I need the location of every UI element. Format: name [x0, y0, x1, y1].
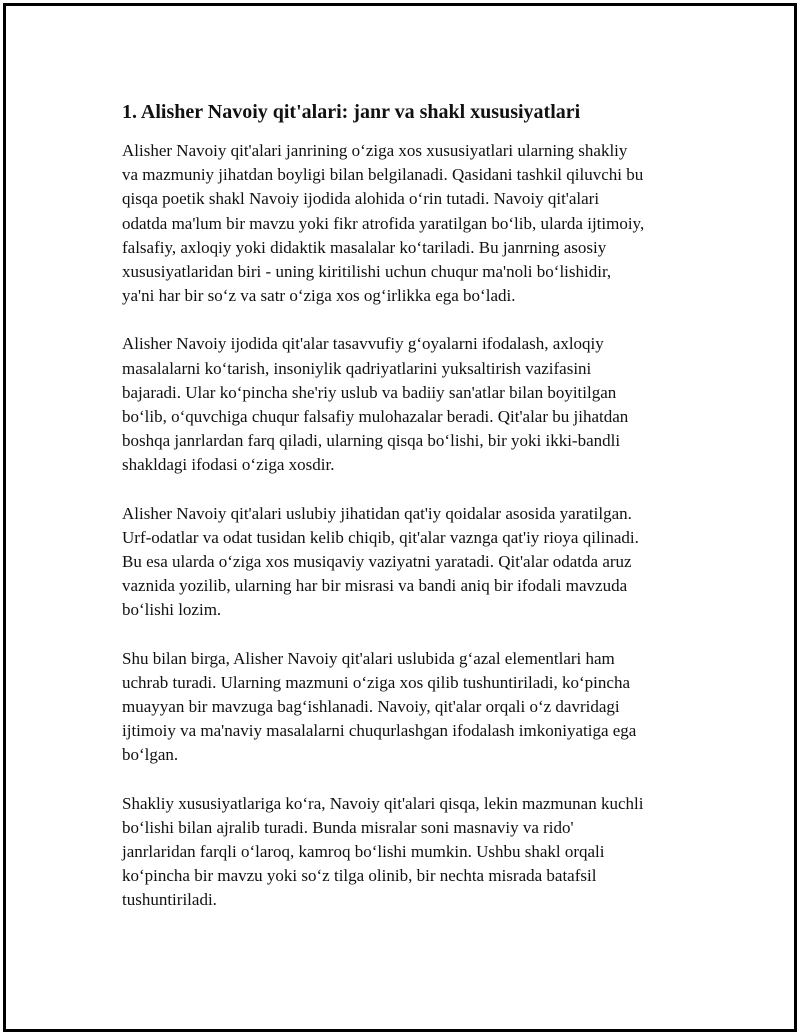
paragraph-line: bo‘lgan. [122, 745, 179, 765]
paragraph-2 [122, 332, 710, 477]
paragraph-line: Alisher Navoiy qit'alari uslubiy jihatidan qat'iy qoidalar asosida yaratilgan. [122, 503, 632, 523]
paragraph-line: qisqa poetik shakl Navoiy ijodida alohida o‘rin tutadi. Navoiy qit'alari [122, 189, 600, 209]
paragraph-line: boshqa janrlardan farq qiladi, ularning qisqa bo‘lishi, bir yoki ikki-bandli [122, 431, 621, 451]
paragraph-line: Shu bilan birga, Alisher Navoiy qit'alari uslubida g‘azal elementlari ham [122, 648, 615, 668]
paragraph-line: shakldagi ifodasi o‘ziga xosdir. [122, 455, 335, 475]
paragraph-line: Bu esa ularda o‘ziga xos musiqaviy vaziyatni yaratadi. Qit'alar odatda aruz [122, 552, 632, 572]
paragraph-line: ijtimoiy va ma'naviy masalalarni chuqurlashgan ifodalash imkoniyatiga ega [122, 721, 637, 741]
paragraph-line: Urf-odatlar va odat tusidan kelib chiqib, qit'alar vaznga qat'iy rioya qilinadi. [122, 527, 639, 547]
paragraph-line: Shakliy xususiyatlariga ko‘ra, Navoiy qit'alari qisqa, lekin mazmunan kuchli [122, 793, 644, 813]
paragraph-line: Alisher Navoiy qit'alari janrining o‘ziga xos xususiyatlari ularning shakliy [122, 141, 628, 160]
paragraph-line: bo‘lishi bilan ajralib turadi. Bunda misralar soni masnaviy va rido' [122, 817, 574, 837]
paragraph-4 [122, 647, 710, 768]
paragraph-5 [122, 792, 710, 913]
paragraph-3 [122, 502, 710, 623]
paragraph-line: odatda ma'lum bir mavzu yoki fikr atrofida yaratilgan bo‘lib, ularda ijtimoiy, [122, 213, 645, 233]
paragraph-line: masalalarni ko‘tarish, insoniylik qadriyatlarini yuksaltirish vazifasini [122, 358, 592, 378]
document-body [120, 98, 710, 937]
paragraph-line: ko‘pincha bir mavzu yoki so‘z tilga olinib, bir nechta misrada batafsil [122, 866, 597, 886]
paragraph-line: falsafiy, axloqiy yoki didaktik masalalar ko‘tariladi. Bu janrning asosiy [122, 237, 607, 257]
page-title: 1. Alisher Navoiy qit'alari: janr va shakl xususiyatlari [122, 101, 581, 123]
paragraph-line: bo‘lib, o‘quvchiga chuqur falsafiy mulohazalar beradi. Qit'alar bu jihatdan [122, 407, 629, 427]
paragraph-line: va mazmuniy jihatdan boyligi bilan belgilanadi. Qasidani tashkil qiluvchi bu [122, 165, 644, 185]
paragraph-1 [122, 139, 710, 308]
page-frame [3, 3, 797, 1032]
paragraph-line: bo‘lishi lozim. [122, 600, 222, 620]
paragraph-line: xususiyatlaridan biri - uning kiritilishi uchun chuqur ma'noli bo‘lishidir, [122, 262, 612, 282]
paragraph-line: tushuntiriladi. [122, 890, 217, 910]
paragraph-line: janrlaridan farqli o‘laroq, kamroq bo‘lishi mumkin. Ushbu shakl orqali [122, 842, 605, 862]
paragraph-line: bajaradi. Ular ko‘pincha she'riy uslub va badiiy san'atlar bilan boyitilgan [122, 382, 617, 402]
paragraph-line: vaznida yozilib, ularning har bir misrasi va bandi aniq bir ifodali mavzuda [122, 576, 628, 596]
paragraph-line: Alisher Navoiy ijodida qit'alar tasavvufiy g‘oyalarni ifodalash, axloqiy [122, 334, 604, 354]
paragraph-line: ya'ni har bir so‘z va satr o‘ziga xos og‘irlikka ega bo‘ladi. [122, 286, 516, 306]
paragraph-line: muayyan bir mavzuga bag‘ishlanadi. Navoiy, qit'alar orqali o‘z davridagi [122, 697, 620, 717]
paragraph-line: uchrab turadi. Ularning mazmuni o‘ziga xos qilib tushuntiriladi, ko‘pincha [122, 672, 630, 692]
